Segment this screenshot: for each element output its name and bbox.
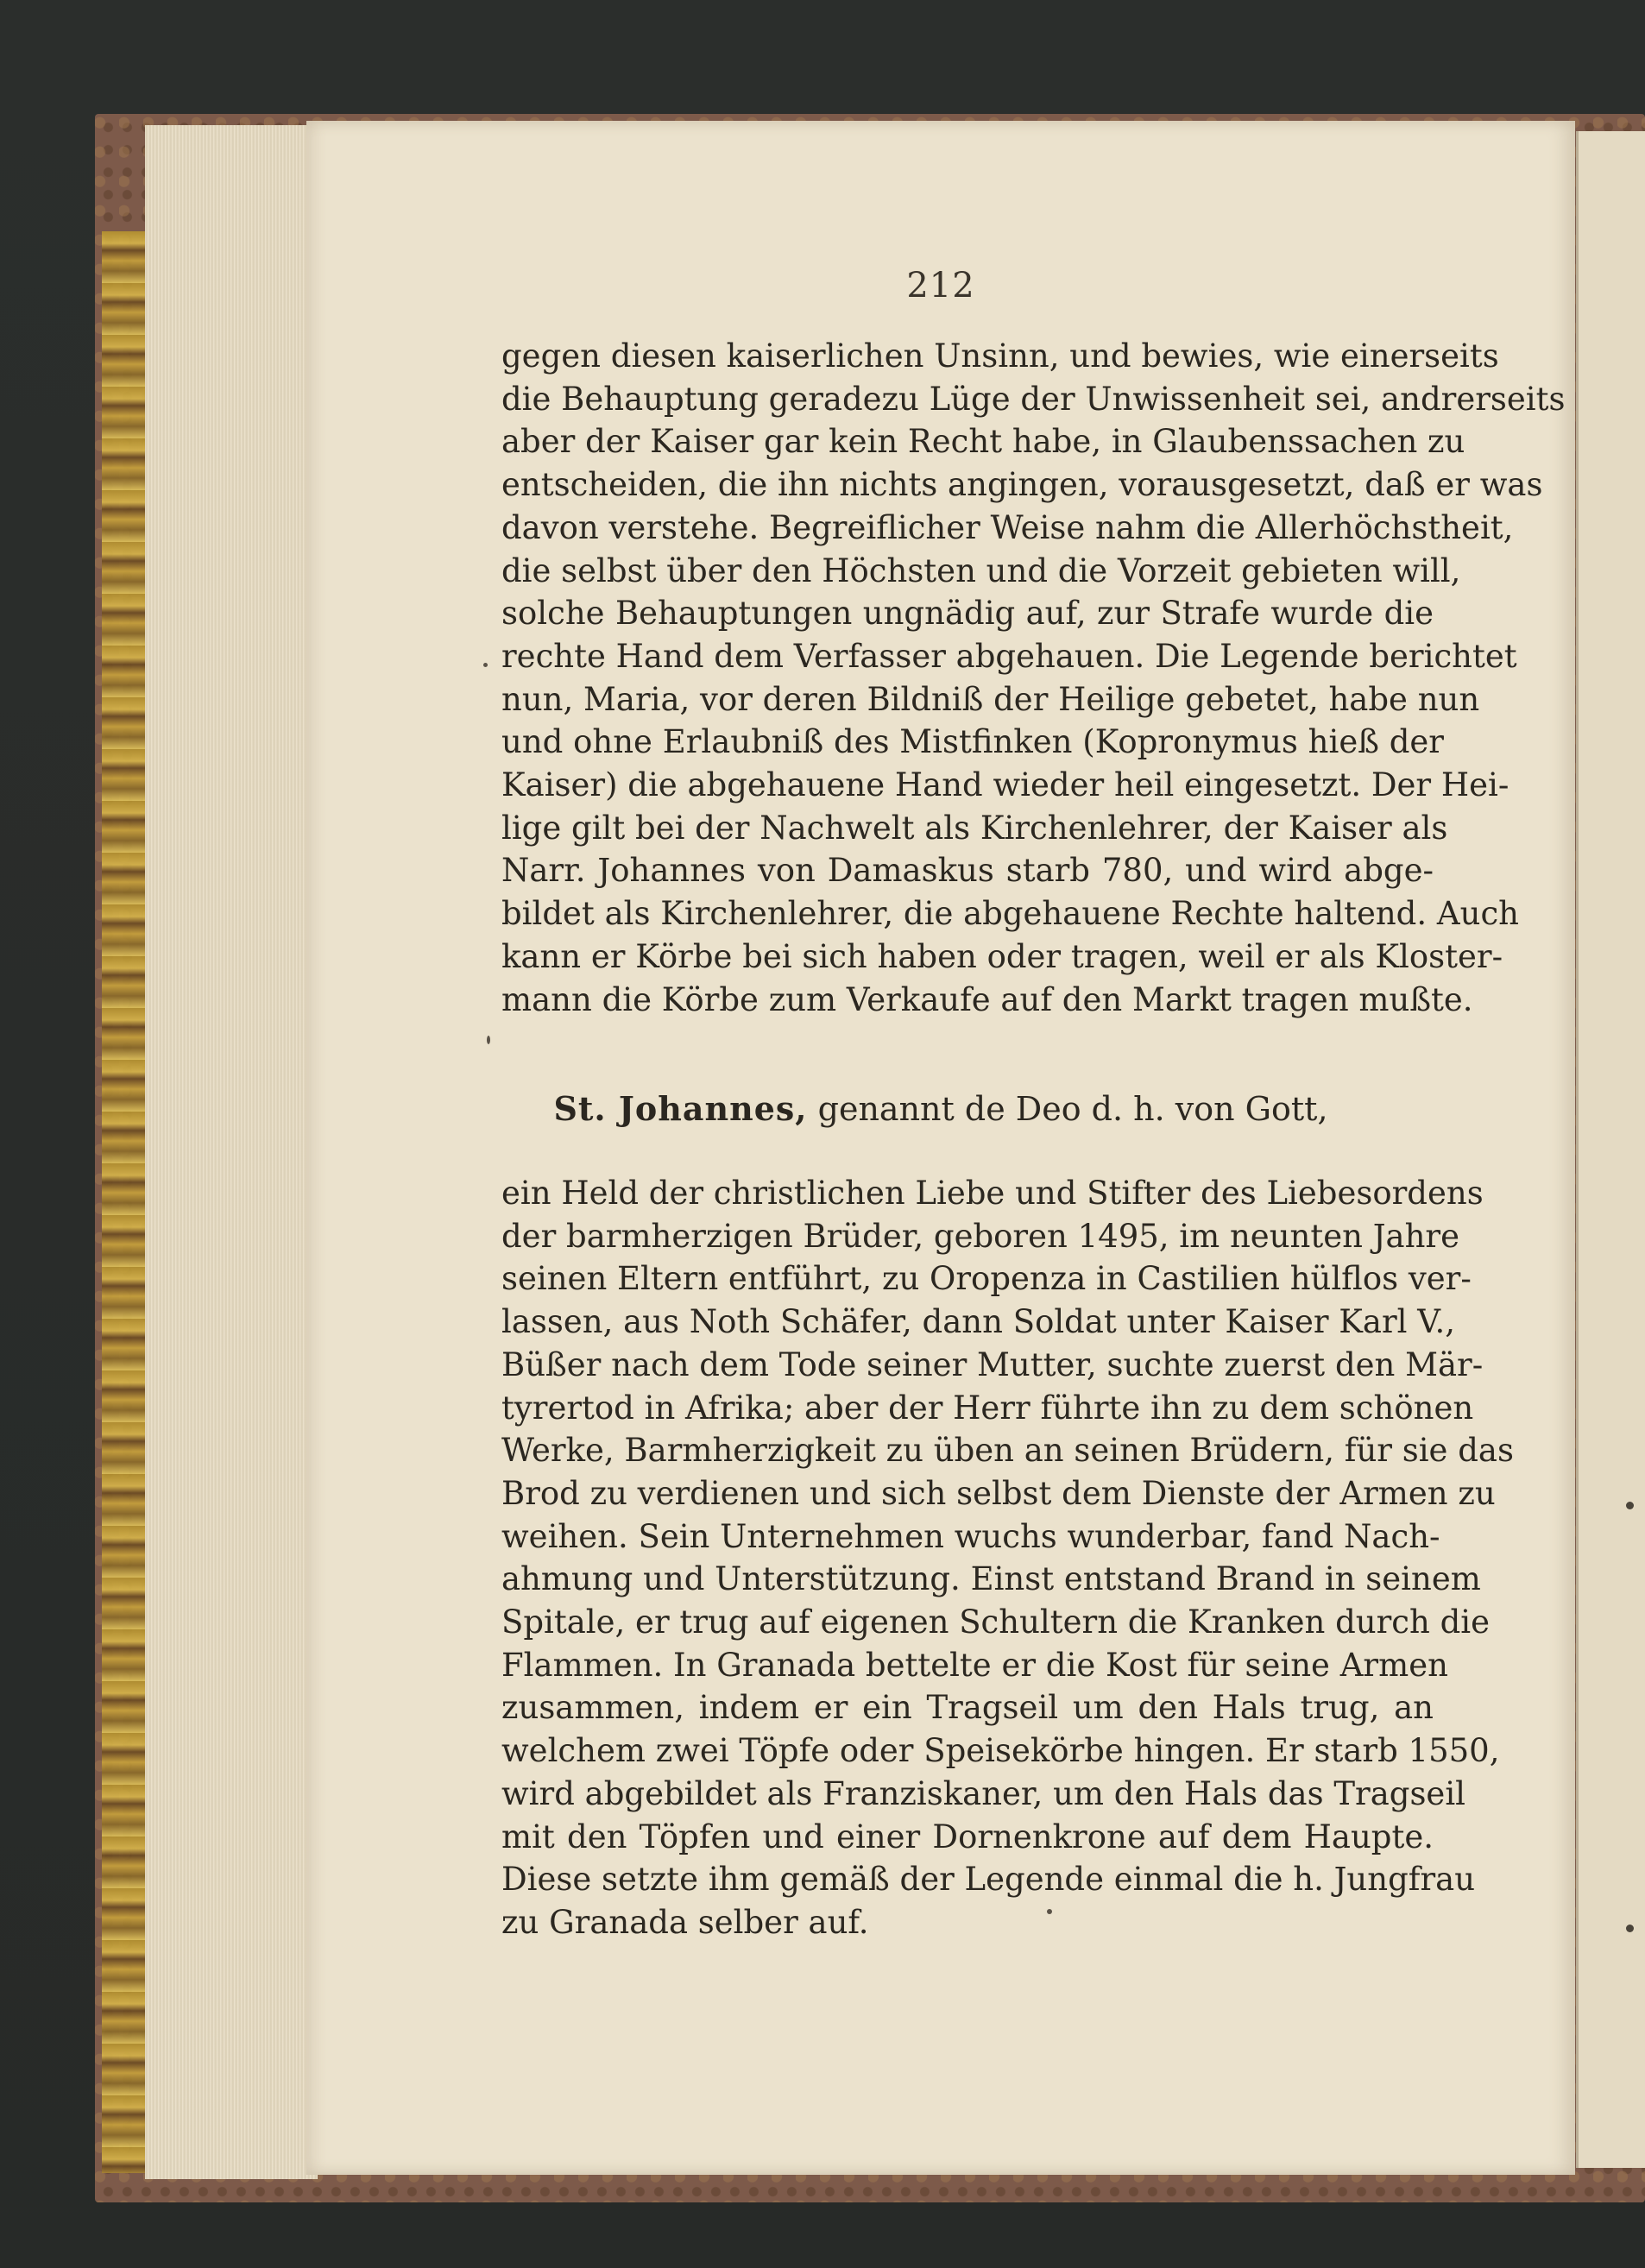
text-line: lassen, aus Noth Schäfer, dann Soldat unter Kaiser Karl V., bbox=[501, 1303, 1456, 1341]
text-line: Narr. Johannes von Damaskus starb 780, und wird abge- bbox=[501, 852, 1434, 890]
text-line: lige gilt bei der Nachwelt als Kirchenlehrer, der Kaiser als bbox=[501, 809, 1448, 847]
text-line: entscheiden, die ihn nichts angingen, vorausgesetzt, daß er was bbox=[501, 466, 1543, 504]
text-line: nun, Maria, vor deren Bildniß der Heilige gebetet, habe nun bbox=[501, 680, 1480, 718]
text-line: tyrertod in Afrika; aber der Herr führte ihn zu dem schönen bbox=[501, 1389, 1474, 1427]
paper-speck bbox=[1047, 1909, 1052, 1914]
heading-subtitle: genannt de Deo d. h. von Gott, bbox=[817, 1090, 1328, 1128]
page-stack-edge bbox=[145, 125, 318, 2179]
paper-speck bbox=[487, 1036, 490, 1044]
text-line: weihen. Sein Unternehmen wuchs wunderbar, fand Nach- bbox=[501, 1517, 1440, 1555]
text-line: Brod zu verdienen und sich selbst dem Dienste der Armen zu bbox=[501, 1474, 1496, 1512]
text-line: ein Held der christlichen Liebe und Stifter des Liebesordens bbox=[501, 1175, 1484, 1212]
text-line: kann er Körbe bei sich haben oder tragen, weil er als Kloster- bbox=[501, 937, 1503, 975]
text-line: Kaiser) die abgehauene Hand wieder heil eingesetzt. Der Hei- bbox=[501, 766, 1509, 804]
text-line: gegen diesen kaiserlichen Unsinn, und bewies, wie einerseits bbox=[501, 337, 1499, 375]
text-line: mit den Töpfen und einer Dornenkrone auf dem Haupte. bbox=[501, 1818, 1434, 1855]
text-line: Spitale, er trug auf eigenen Schultern die Kranken durch die bbox=[501, 1603, 1491, 1641]
text-line: der barmherzigen Brüder, geboren 1495, im neunten Jahre bbox=[501, 1217, 1460, 1255]
text-line: rechte Hand dem Verfasser abgehauen. Die Legende berichtet bbox=[501, 637, 1517, 675]
text-line: mann die Körbe zum Verkaufe auf den Markt tragen mußte. bbox=[501, 980, 1473, 1018]
facing-page-mark bbox=[1626, 1502, 1634, 1509]
text-line: die selbst über den Höchsten und die Vorzeit gebieten will, bbox=[501, 551, 1461, 589]
text-line: solche Behauptungen ungnädig auf, zur Strafe wurde die bbox=[501, 595, 1434, 633]
heading-saint-name: St. Johannes, bbox=[553, 1089, 808, 1128]
text-line: aber der Kaiser gar kein Recht habe, in Glaubenssachen zu bbox=[501, 423, 1465, 461]
facing-page-mark bbox=[1626, 1925, 1634, 1932]
page-number: 212 bbox=[906, 266, 975, 306]
text-line: Büßer nach dem Tode seiner Mutter, suchte zuerst den Mär- bbox=[501, 1345, 1484, 1383]
text-line: zu Granada selber auf. bbox=[501, 1903, 869, 1941]
text-line: welchem zwei Töpfe oder Speisekörbe hingen. Er starb 1550, bbox=[501, 1732, 1500, 1770]
book-page bbox=[306, 121, 1575, 2175]
text-line: bildet als Kirchenlehrer, die abgehauene Rechte haltend. Auch bbox=[501, 895, 1519, 933]
facing-page bbox=[1576, 131, 1645, 2168]
text-line: ahmung und Unterstützung. Einst entstand Brand in seinem bbox=[501, 1560, 1481, 1598]
text-line: die Behauptung geradezu Lüge der Unwissenheit sei, andrerseits bbox=[501, 380, 1566, 418]
paper-speck bbox=[483, 663, 488, 667]
paragraph-2 bbox=[501, 1172, 1514, 1944]
paragraph-1 bbox=[501, 335, 1566, 1021]
text-line: wird abgebildet als Franziskaner, um den Hals das Tragseil bbox=[501, 1774, 1465, 1812]
text-line: und ohne Erlaubniß des Mistfinken (Kopronymus hieß der bbox=[501, 723, 1444, 761]
section-heading bbox=[306, 1089, 1575, 1128]
text-line: Werke, Barmherzigkeit zu üben an seinen Brüdern, für sie das bbox=[501, 1432, 1514, 1470]
text-line: davon verstehe. Begreiflicher Weise nahm die Allerhöchstheit, bbox=[501, 508, 1514, 546]
text-line: zusammen, indem er ein Tragseil um den Hals trug, an bbox=[501, 1689, 1434, 1727]
text-line: Diese setzte ihm gemäß der Legende einmal die h. Jungfrau bbox=[501, 1861, 1476, 1899]
text-line: Flammen. In Granada bettelte er die Kost für seine Armen bbox=[501, 1646, 1448, 1684]
text-line: seinen Eltern entführt, zu Oropenza in Castilien hülflos ver- bbox=[501, 1260, 1472, 1298]
